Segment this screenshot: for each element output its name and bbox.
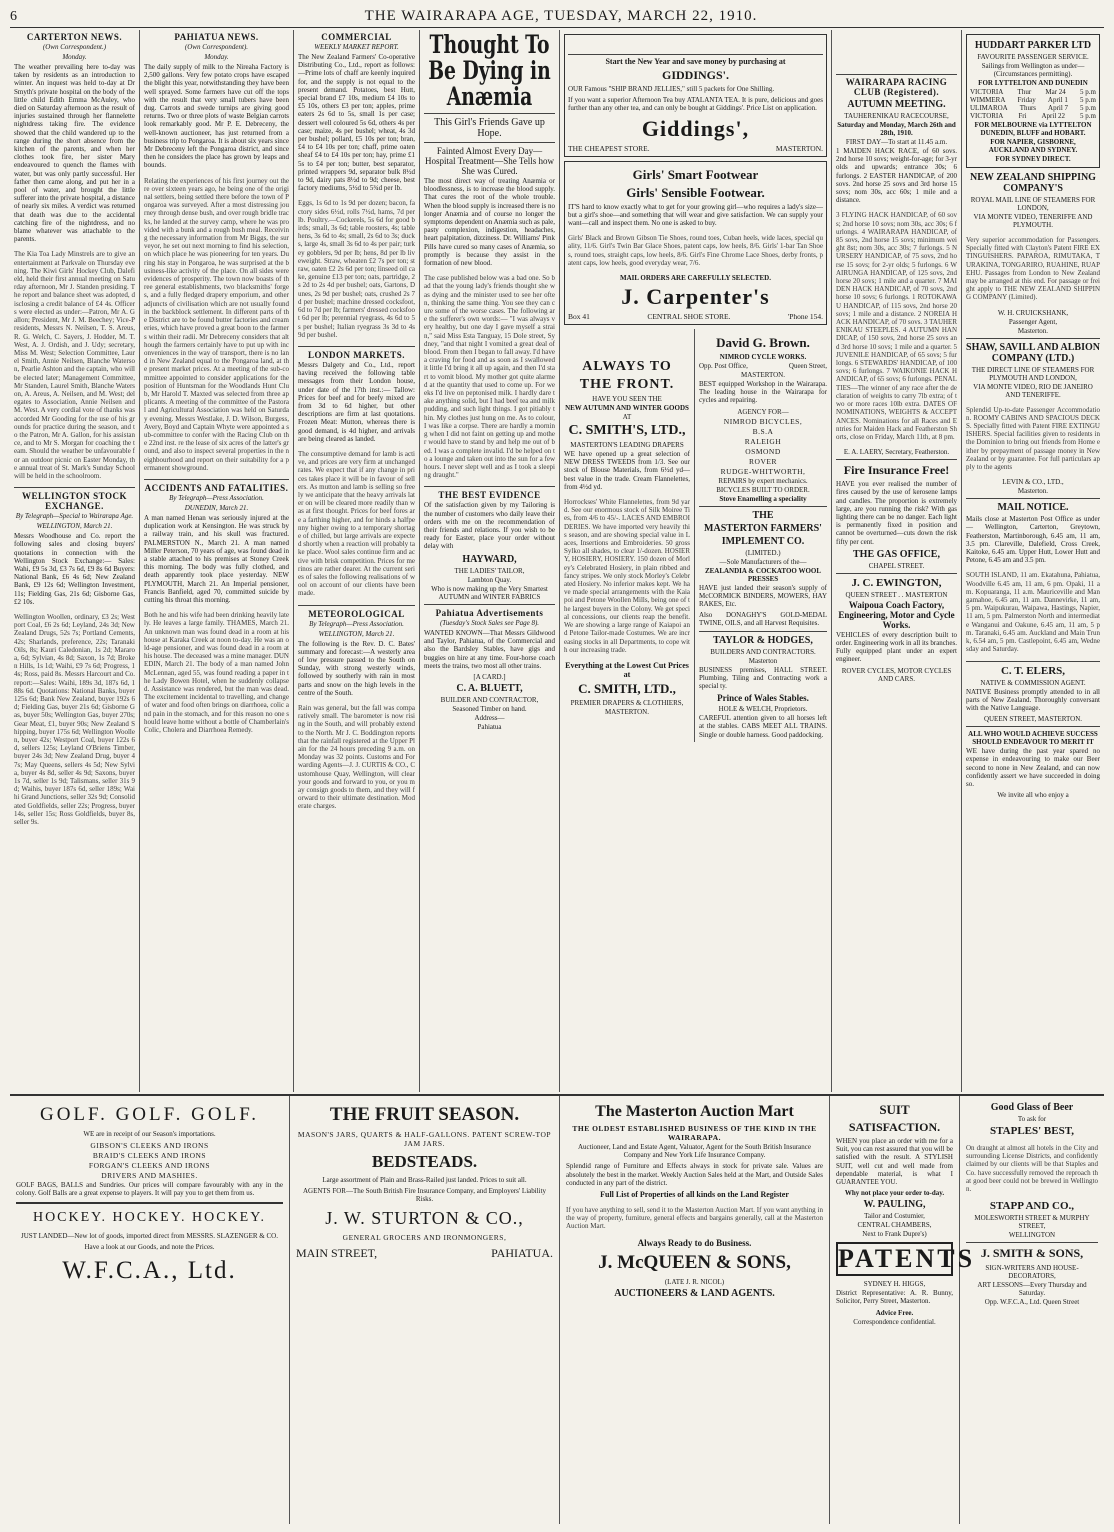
giddings-ad: [564, 34, 827, 157]
mail-body-cont: SOUTH ISLAND, 11 am. Ekatahuna, Pahiatua, Woodville 6.45 am, 11 am, 6 pm. Opaki, 11 am. Kopuaranga, 11 a.m. Mauriceville and Mangamahoe, 6.45 am, 11 am. Dannevirke, 11 am, 5 pm. Waipukurau, Waipawa, Hastings, Napier, 11 am, 5 pm. Palmerston North and intermediate Wanganui and Oakune, 6.45 am, 11 am, 5 pm. Taranaki, 6.45 am. Auckland and Main Trunk, 6.54 am, 5 pm. Castlepoint, 6.45 am, Wednesday and Saturday.: [966, 571, 1100, 654]
ewington-works: Waipoua Coach Factory, Engineering, Motor and Cycle Works.: [838, 599, 955, 630]
sailing-time: 5 p.m: [1080, 96, 1096, 104]
carpenter-mail: MAIL ORDERS ARE CAREFULLY SELECTED.: [620, 274, 771, 283]
brown-cycle-3: RALEIGH: [744, 436, 782, 446]
smith-tag: MASTERTON'S LEADING DRAPERS: [570, 441, 684, 450]
wfca-ad: [10, 1096, 290, 1524]
pahiatua-ads-body: WANTED KNOWN—That Messrs Gildwood and Taylor, Pahiatua, of the Commercial and also the Bardsley Stables, have gigs and buggies on hire at any time. Four-horse coach meets the trains, two most all other trains.: [424, 628, 555, 670]
elers-sub: NATIVE & COMMISSION AGENT.: [980, 678, 1086, 687]
smith-ad: [564, 329, 695, 742]
golf-bags: GOLF BAGS, BALLS and Sundries. Our prices will compare favourably with any in the colony. Golf Balls are a great expense to players. It will pay you to get them from us.: [16, 1181, 283, 1198]
page-number: 6: [10, 9, 18, 24]
sailing-time: 5 p.m: [1080, 104, 1096, 112]
brown-cycle-4: OSMOND: [745, 446, 781, 456]
ewington-name: J. C. EWINGTON,: [851, 576, 942, 589]
nzsc-via: VIA MONTE VIDEO, TENERIFFE AND PLYMOUTH.: [973, 213, 1093, 229]
giddings-tea: If you want a superior Afternoon Tea buy ATALANTA TEA. It is pure, delicious and goes further than any other tea, and can only be bought at Giddings'. Price List on application.: [568, 96, 823, 113]
farmers-heading-1: THE: [752, 509, 774, 521]
brown-stove: Stove Enamelling a speciality: [719, 494, 807, 503]
front-line-2: THE FRONT.: [579, 377, 675, 393]
smith-name: C. SMITH'S, LTD.,: [568, 423, 686, 439]
hole-welch: HOLE & WELCH, Proprietors.: [718, 705, 808, 714]
anaemia-deck: Fainted Almost Every Day—Hospital Treatment—She Tells how She was Cured.: [425, 146, 554, 176]
brown-built: BICYCLES BUILT TO ORDER.: [716, 485, 810, 494]
gas-office: THE GAS OFFICE,: [853, 548, 940, 560]
sailing-day: Thurs: [1019, 104, 1037, 112]
mcqueen-tag: AUCTIONEERS & LAND AGENTS.: [614, 1287, 775, 1299]
sailing-ship: VICTORIA: [970, 112, 1004, 120]
golf-item-1: GIBSON'S CLEEKS AND IRONS: [90, 1141, 209, 1151]
sailing-time: 5 p.m: [1080, 88, 1096, 96]
pauling-role: Tailor and Costumier,: [864, 1212, 925, 1221]
bluett-role: BUILDER AND CONTRACTOR,: [440, 695, 539, 704]
stock-body-cont: Wellington Woollen, ordinary, £3 2s; Westport Coal, £6 2s 6d; Leyland, 24s 3d; New Zealand Drugs, 52s 7s; Portland Cements, 42s; Sharlands, preference, 22s; Taranaki Oils, 8s; Kauri Caledonian, 1s 2d; Mararoa, 6d; Sylvian, 4s 8d; Saxon, 1s 7d; Broken Hills, 1s 1d; Waihi, £9 7s 6d; Progress, 14s; Ross, paid 8s. Messrs Harcourt and Co. report:—Sales: Waihi, 189s 3d, 187s 6d, 188s 6d. Quotations: National Banks, buyer 125s 6d; Bank New Zealand, buyer 192s 6d; Fielding Gas, buyer 21s 6d; Gisborne Gas, buyer 50s; Wellington Gas, buyer 270s; Gear Meat, £1, buyer 90s; New Zealand Shipping, buyer 175s 6d; Wellington Woollen, buyer 42s; Westport Coal, buyer 122s 6d, sellers 125s; Leyland O'Briens Timber, buyer 24s 3d; New Zealand Drug, buyer 47s; May Queens, sellers 4s 5d; New Sylvia, buyer 4s 8d, seller 4s 9d; Saxons, buyer 1s 7d, seller 1s 9d; Talismans, seller 31s 9d; Waihis, buyer 187s 6d, seller 189s; Waihi Grand Junctions, seller 32s 9d; Consolidated Goldfields, seller 22s; Progress, buyer 14s, seller 15s; Ross Goldfields, buyer 8s, seller 9s.: [14, 612, 135, 827]
giddings-name-2: Giddings',: [641, 115, 750, 141]
accidents-byline: By Telegraph—Press Association.: [169, 493, 264, 502]
brown-cycle-2: B.S.A: [752, 426, 774, 436]
stock-byline: By Telegraph—Special to Wairarapa Age.: [15, 512, 134, 521]
hockey-landed: JUST LANDED—New lot of goods, imported direct from MESSRS. SLAZENGER & CO.: [21, 1231, 278, 1240]
giddings-town: MASTERTON.: [775, 143, 823, 153]
stock-heading: WELLINGTON STOCK EXCHANGE.: [22, 491, 127, 512]
sturton-tag: GENERAL GROCERS AND IRONMONGERS,: [342, 1232, 507, 1242]
carpenter-body: IT'S hard to know exactly what to get for your growing girl—who requires a lady's size—but a girl's shoe—and something that will wear and give satisfaction. We can supply your want—call and inspect them. No one is asked to buy.: [568, 202, 823, 228]
racing-meeting: AUTUMN MEETING.: [847, 99, 946, 110]
farmers-heading-2: MASTERTON FARMERS': [704, 522, 822, 534]
nzsc-agent-town: Masterton.: [1017, 326, 1049, 335]
column-5: [560, 30, 832, 1092]
pauling-why: Why not place your order to-day.: [844, 1189, 945, 1198]
hockey-look: Have a look at our Goods, and note the Prices.: [84, 1242, 215, 1251]
pauling-place: CENTRAL CHAMBERS,: [857, 1221, 932, 1230]
sailing-row: [970, 104, 1096, 112]
right-ad-stack: [699, 329, 827, 742]
taylor-town: Masterton: [748, 656, 778, 665]
satisfaction-heading: SATISFACTION.: [848, 1120, 941, 1134]
auction-full: Full List of Properties of all kinds on the Land Register: [600, 1190, 789, 1200]
front-at: AT: [622, 413, 632, 422]
brown-name: David G. Brown.: [716, 335, 810, 351]
auction-body: Splendid range of Furniture and Effects always in stock for private sale. Values are absolutely the best in the market. Weekly Auction Sales held at the Mart, and Outside Sales conducted in any part of the district.: [566, 1162, 823, 1187]
pahiatua-body: The daily supply of milk to the Nireaha Factory is 2,500 gallons. Very few potato crops have escaped the blight this year, notwithstanding they have been well sprayed. Some farmers have cut off the tops with the result that very small tubers have been dug. Carrots and swede turnips are giving good returns. Two or three plots of waste Belgian carrots look remarkably good. Mr P. E. Debreceny, the well-known auctioneer, has just returned from a business trip to Pongaroa. It is about six years since Mr Debreceny left the Pongaroa district, and since then he considers the place has grown by leaps and bounds.: [144, 63, 289, 170]
hockey-heading: HOCKEY. HOCKEY. HOCKEY.: [32, 1209, 267, 1225]
brown-agency: AGENCY FOR—: [737, 407, 789, 416]
auction-roles: Auctioneer, Land and Estate Agent, Valuator, Agent for the South British Insurance Company and New York Life Insurance Company.: [578, 1143, 811, 1160]
anaemia-body: The most direct way of treating Anæmia or bloodlessness, is to increase the blood supply. That cures the root of the whole trouble. When the blood supply is increased there is no longer Anæmia and of course no longer the symptoms dependent on Anæmia such as pale, pasty complexion, indigestion, headaches, heart palpitation, dizziness. Dr. Williams' Pink Pills have cured so many cases of Anæmia, so promptly is because they assist in the formation of new blood.: [424, 177, 555, 268]
anaemia-body-cont: The case published below was a bad one. So bad that the young lady's friends thought she was dying and the minister used to see her often, thinking the same thing. You see they can cure some of the worse cases. The following are the sufferer's own words:— "I was always very healthy, but one day I gave myself a strain," said Miss Esta Tanguay, 15 Dole street, Sydney, "and that night I vomited a great deal of blood. From then I began to fall away. I'd have a craving for food and as soon as I swallowed it little I'd bring it all up again, and then I'd start to vomit blood. My mother got quite alarmed at the quantity that used to come up. For weeks I'd live on peptonised milk. I hardly dare take anything solid, but I had beef tea and milk pudding, and such light things. I got pitiably thin. My clothes just hung on me. As to colour, I was like a corpse. There are hardly a morning when I did not faint on getting up and mother would have to stand by and help me out of bed. I was a complete invalid. I'd be helped on to a lounge and taken out into the sun for a few hours. I never slept well and as I took a sleeping draught.": [424, 274, 555, 480]
racing-body-cont: 3 FLYING HACK HANDICAP, of 60 sovs; 2nd horse 10 sovs; nom 30s, acc 30s; 6 furlongs. 4 WAIRARAPA HANDICAP, of 85 sovs, 2nd horse 15 sovs; minimum weight 8st; nom 30s, acc 30s; 7 furlongs. 5 NURSERY HANDICAP, of 75 sovs, 2nd horse 15 sovs; for 2-yr olds; 5 furlongs. 6 WAIRUNGA HANDICAP, of 125 sovs, 2nd horse 20 sovs; 1 mile and a quarter. 7 MAIDEN HACK HANDICAP, of 70 sovs, 2nd horse 10 sovs; 6 furlongs. 1 ROTOKAWAU HANDICAP, of 115 sovs, 2nd horse 20 sovs; 1 mile and a distance. 2 NOREIA HACK HANDICAP, of 70 sovs. 3 TAUHERENIKAU STEEPLES. 4 AUTUMN HANDICAP, of 150 sovs, 2nd horse 25 sovs and 3rd horse 10 sovs; 1 mile and a quarter. 5 JUVENILE HANDICAP, of 65 sovs; 5 furlongs. 6 STEWARDS' HANDICAP, of 100 sovs; 6 furlongs. 7 WAIKONIE HACK HANDICAP, of 65 sovs; 6 furlongs. PENALTIES—The winner of any race after the declaration of weights to carry 7lb extra; of two or more races 10lb extra. DATES OF NOMINATIONS, WEIGHTS & ACCEPTANCES. Nominations for all Races and Entries for Maiden Hack and Featherston Shorts, close on Friday, March 11th, at 8 pm.: [836, 211, 957, 441]
sailing-day: Thur: [1017, 88, 1032, 96]
column-2: [140, 30, 294, 1092]
golf-item-4: DRIVERS AND MASHIES.: [101, 1171, 198, 1181]
sturton-name: J. W. STURTON & CO.,: [325, 1207, 524, 1228]
smith-town: MASTERTON.: [605, 707, 649, 716]
huddart-route-2: FOR MELBOURNE via LYTTELTON DUNEDIN, BLUFF and HOBART.: [974, 121, 1092, 137]
sailing-ship: WIMMERA: [970, 96, 1006, 104]
column-7: [962, 30, 1104, 1092]
shaw-sub: THE DIRECT LINE OF STEAMERS FOR PLYMOUTH AND LONDON,: [971, 365, 1095, 382]
bluett-address: Address—: [474, 713, 505, 722]
pauling-ad: [830, 1096, 976, 1524]
column-1: [10, 30, 140, 1092]
pahiatua-day: Monday.: [204, 53, 229, 61]
stapp-name: STAPP AND CO.,: [989, 1200, 1075, 1213]
shaw-agent-town: Masterton.: [1017, 487, 1049, 496]
smith-body-cont: Horrockses' White Flannelettes, from 9d yard. See our enormous stock of Silk Moiree Ties, from 4/6 to 45/-. LACES AND EMBROIDERIES. We have imported very heavily this season, and are showing special value in Laces, Insertions and Embroideries. 50 gross Sylko all shades, to clear 1/-dozen. HOSIERY, HOSIERY, HOSIERY. 150 dozen of Morley's Celebrated Hosiery, in plain ribbed and fancy stripes. We only stock Morley's Celebrated Hosiery. No inferior makes kept. We have made special arrangements with the Kaiapoi and Petone Woollen Mills, being one of the largest buyers in the Colony. We get special concessions, our clients reap the benefit. We are showing a large range of Kaiapoi and Petone Tailor-made Costumes. We are increasing stocks in all Departments, to cope with our increasing trade.: [564, 498, 690, 654]
auction-body-cont: If you have anything to sell, send it to the Masterton Auction Mart. If you want anything in the way of property, furniture, general effects and bargains generally, call at the Masterton Auction Mart.: [566, 1206, 823, 1231]
evidence-heading: THE BEST EVIDENCE: [438, 490, 541, 501]
fruit-heading: THE FRUIT SEASON.: [329, 1104, 520, 1125]
london-body: Messrs Dalgety and Co., Ltd., report having received the following table messages from their London house, under date of the 17th inst.:— Tallow: Prices for beef and for beefy mixed are from 3d to 6d higher, but other descriptions are firm at last quotations. Frozen Meat: Mutton, whereas there is good demand, is 4d higher, and arrivals are being cleared as landed.: [298, 360, 415, 443]
fire-body: HAVE you ever realised the number of fires caused by the use of kerosene lamps and candles. The proportion is extremely large, are you running the risk? With gas lighting there can be no danger. Each light is permanently fixed in position and cannot be overturned—cuts down the risk fifty per cent.: [836, 480, 957, 546]
brown-cycle-1: NIMROD BICYCLES,: [723, 416, 803, 426]
brown-cycle-5: ROVER: [749, 456, 777, 466]
commercial-subheading: WEEKLY MARKET REPORT.: [314, 43, 399, 51]
farmers-also: Also DONAGHY'S GOLD-MEDAL TWINE, OILS, and all Harvest Requisites.: [699, 611, 827, 628]
stock-body: Messrs Woodhouse and Co. report the following sales and closing buyers' quotations in connection with the Wellington Stock Exchange:— Sales: Wahi, £9 5s 3d, £3 7s 6d, £9 8s 6d Buyers: National Bank, £6 4s 6d; New Zealand Bank, £9 12s 6d; Wellington Investment, 11s; Fielding Gas, 21s 6d; Gisborne Gas, £2 10s.: [14, 532, 135, 606]
jsmith-name: J. SMITH & SONS,: [980, 1246, 1084, 1261]
giddings-offer: OUR Famous "SHIP BRAND JELLIES," still 5 packets for One Shilling.: [568, 85, 775, 93]
stapp-smith-ad: [960, 1096, 1104, 1524]
bluett-name: C. A. BLUETT,: [456, 682, 523, 694]
sailing-day: Friday: [1017, 96, 1036, 104]
fruit-jars: MASON'S JARS, QUARTS & HALF-GALLONS. PATENT SCREW-TOP JAM JARS.: [297, 1130, 552, 1148]
page-title: THE WAIRARAPA AGE, TUESDAY, MARCH 22, 1910.: [364, 8, 758, 24]
giddings-banner: [568, 38, 823, 55]
elers-name: C. T. ELERS,: [1000, 664, 1066, 677]
farmers-heading-3: IMPLEMENT CO.: [721, 535, 805, 547]
sailing-time: 5 p.m: [1080, 112, 1096, 120]
masthead: [10, 8, 1104, 28]
suit-heading: SUIT: [879, 1102, 910, 1117]
sailing-date: April 22: [1041, 112, 1066, 120]
racing-banner: [836, 30, 957, 75]
front-seen: HAVE YOU SEEN THE: [592, 395, 662, 404]
stapp-body-cont: On draught at almost all hotels in the City and surrounding License Districts, and confidently claimed by our clients will be that Staples and Co. have successfully removed the reproach that good beer could not be brewed in Wellington.: [966, 1144, 1098, 1194]
giddings-name-1: GIDDINGS'.: [661, 68, 729, 82]
stapp-address: MOLESWORTH STREET & MURPHY STREET,: [974, 1214, 1090, 1231]
pahiatua-byline: (Own Correspondent).: [184, 43, 249, 51]
nzsc-agent-role: Passenger Agent,: [1008, 317, 1058, 326]
jsmith-tag: SIGN-WRITERS AND HOUSE-DECORATORS,: [985, 1264, 1079, 1281]
nzsc-agent: W. H. CRUICKSHANK,: [997, 308, 1069, 317]
farmers-body: HAVE just landed their season's supply of McCORMICK BINDERS, MOWERS, HAY RAKES, Etc.: [699, 583, 827, 609]
pauling-next: Next to Frank Dupre's): [862, 1230, 927, 1239]
sailing-ship: ULIMAROA: [970, 104, 1008, 112]
carpenter-phone: 'Phone 154.: [787, 312, 823, 322]
stapp-body: WE have during the past year spared no expense in endeavouring to make our Beer second to none in New Zealand, and can now confidently assert we have succeeded in doing so.: [966, 747, 1100, 788]
carpenter-price-list: Girls' Black and Brown Gibson Tie Shoes, round toes, Cuban heels, wide laces, special quality, 11/6. Girl's Twin Bar Glace Shoes, patent caps, low heels, 8/6. Girls' 1-bar Tan Shoes, round toes, straight caps, low heels, 8/6. Girl's Fine Chrome Lace Shoes, derby fronts, patent caps, low heels, good everyday wear, 7/6.: [568, 234, 823, 267]
carpenter-name: J. Carpenter's: [621, 284, 770, 310]
london-body-cont: The consumptive demand for lamb is active, and prices are very firm at unchanged rates. We expect that if any change in prices takes place it will be in favour of sellers. As mutton and lamb is selling so freely we anticipate that the heavy arrivals later on will be cleared more readily than was at first thought. Prices for beef fores are a farthing higher, and for hinds a halfpenny higher owing to a temporary shortage of chilled, but large arrivals are expected shortly when a reaction will probably take place. Wool sales continue firm and active with brisk competition. Prices for merinos are rather dearer. At the current series of sales the following realisations of wool on account of our clients have been made.: [298, 449, 415, 598]
patents-logo: PATENTS: [836, 1242, 953, 1276]
elers-body: NATIVE Business promptly attended to in all parts of New Zealand. Thoroughly conversant with the Native Language.: [966, 687, 1100, 712]
taylor-heading: TAYLOR & HODGES,: [713, 634, 813, 646]
hayward-place: Lambton Quay.: [467, 575, 512, 584]
meteorological-heading: METEOROLOGICAL: [308, 608, 405, 619]
accidents-body: A man named Henan was seriously injured at the duplication work at Kensington. He was struck by a railway train, and his skull was fractured. PALMERSTON N., March 21. A man named Miller Peterson, 70 years of age, was found dead in a stable attached to his premises at Stoney Creek this morning. The body was fully clothed, and death apparently took place yesterday. NEW PLYMOUTH, March 21. An Imperial pensioner, Francis Banfield, aged 70, committed suicide by cutting his throat this morning.: [144, 513, 289, 604]
auction-ready: Always Ready to do Business.: [637, 1237, 752, 1248]
huddart-route-1: FOR LYTTELTON AND DUNEDIN: [978, 79, 1088, 87]
stapp-heading: ALL WHO WOULD ACHIEVE SUCCESS SHOULD ENDEAVOUR TO MERIT IT: [968, 730, 1098, 747]
fire-heading: Fire Insurance Free!: [843, 463, 950, 478]
smith-name-2: C. SMITH, LTD.,: [578, 680, 676, 696]
bluett-line: Seasoned Timber on hand.: [452, 704, 527, 713]
front-everything: Everything at the Lowest Cut Prices at: [565, 660, 689, 679]
ewington-rover: ROVER CYCLES, MOTOR CYCLES AND CARS.: [841, 666, 952, 683]
carpenter-box: Box 41: [568, 312, 590, 322]
sailing-row: [970, 88, 1096, 96]
meteorological-byline: By Telegraph—Press Association.: [309, 619, 404, 628]
patents-conf: Correspondence confidential.: [853, 1317, 936, 1326]
golf-body: WE are in receipt of our Season's importations.: [83, 1130, 216, 1138]
card-label: [A CARD.]: [473, 672, 506, 681]
wfca-name: W.F.C.A., Ltd.: [62, 1257, 237, 1285]
brown-repairs: REPAIRS by expert mechanics.: [718, 476, 808, 485]
huddart-route-4: FOR SYDNEY DIRECT.: [995, 155, 1071, 163]
meteorological-dateline: WELLINGTON, March 21.: [318, 629, 395, 638]
commercial-body-cont: Eggs, 1s 6d to 1s 9d per dozen; bacon, factory sides 6½d, rolls 7½d, hams, 7d per lb. Poultry.—Cockerels, 5s 6d for good birds; small, 3s 6d; table roosters, 4s; table hens, 3s 6d to 4s; small, 2s 6d to 3s; ducks, large 4s, small 3s 6d to 4s per pair; turkey gobblers, 9d per lb; hens, 8d per lb liveweight. Straw, wheaten £2 7s per ton; straw, oaten £2 2s 6d per ton; linseed oil cake, genuine £13 per ton; oats, partridge, 2s 2d to 2s 4d per bushel; oats, Gartons, Dunes, 2s 9d per bushel; oats, crushed 2s 7d per bushel; machine dressed cocksfoot, 6d to 7d per lb; farmers' dressed cocksfoot 6d per lb; perennial ryegrass, 4s 6d to 5s per bushel; Italian ryegrass 3s 3d to 4s 9d per bushel.: [298, 199, 415, 339]
brown-tag: NIMROD CYCLE WORKS.: [719, 353, 807, 362]
mail-heading: MAIL NOTICE.: [997, 502, 1069, 514]
carpenter-heading-2: Girls' Sensible Footwear.: [626, 184, 765, 200]
sailing-row: [970, 96, 1096, 104]
sailing-day: Fri: [1018, 112, 1027, 120]
patents-badge: SYDNEY H. HIGGS,: [863, 1280, 926, 1289]
smith-body: WE have opened up a great selection of NEW DRESS TWEEDS from 1/3. See our stock of Blouse Materials, from 6½d yd—best value in the trade. Cream Flannelettes, from 4½d yd.: [564, 450, 690, 491]
nzsc-sub: ROYAL MAIL LINE OF STEAMERS FOR LONDON,: [970, 196, 1096, 212]
sturton-town: PAHIATUA.: [491, 1245, 553, 1260]
smith-tag-2: PREMIER DRAPERS & CLOTHIERS,: [570, 698, 684, 707]
huddart-route-3: FOR NAPIER, GISBORNE, AUCKLAND AND SYDNEY.: [988, 138, 1078, 154]
pahiatua-ads-note: (Tuesday's Stock Sales see Page 8).: [439, 618, 540, 627]
accidents-body-cont: Both he and his wife had been drinking heavily lately. He leaves a large family. THAMES, March 21. An unknown man was found dead in a room at his house at Karaka Creek at noon to-day. He was an old-age pensioner, and was found dead in a room at his house. The deceased was a mine manager. DUNEDIN, March 21. The body of a man named John McLennan, aged 55, was found reading a paper in the Lady Bowen Hotel, when he suddenly collapsed. Assistance was rendered, but the man was dead. The excitement incidental to travelling, and change of water and food often brings on diarrhoea, colic and pain in the stomach, and for this reason no one should leave home without a bottle of Chamberlain's Colic, Cholera and Diarrhoea Remedy.: [144, 611, 289, 735]
stock-dateline: WELLINGTON, March 21.: [36, 522, 113, 531]
brown-town: MASTERTON.: [741, 371, 785, 380]
golf-item-3: FORGAN'S CLEEKS AND IRONS: [88, 1161, 211, 1171]
carterton-byline: (Own Correspondent.): [42, 43, 107, 51]
bedsteads-body: Large assortment of Plain and Brass-Railed just landed. Prices to suit all.: [322, 1176, 527, 1184]
bedsteads-heading: BEDSTEADS.: [371, 1152, 478, 1171]
london-heading: LONDON MARKETS.: [307, 349, 405, 360]
carterton-heading: CARTERTON NEWS.: [26, 32, 123, 42]
huddart-sub: FAVOURITE PASSENGER SERVICE.: [977, 53, 1089, 61]
patents-rep: District Representative: A. R. Bunny, Solicitor, Perry Street, Masterton.: [836, 1289, 953, 1306]
mail-body: Mails close at Masterton Post Office as under— Wellington, Carterton, Greytown, Featherston, Martinborough, 6.45 am, 11 am, 3.5 pm. Clareville, Dalefield, Cross Creek, Kaitoke, 6.45 am. Upper Hutt, Lower Hutt and Petone, 6.45 am and 3.5 pm.: [966, 515, 1100, 565]
brown-body: BEST equipped Workshop in the Wairarapa. The leading house in the Wairarapa for cycles and repairing.: [699, 380, 827, 405]
news-columns: [10, 30, 1104, 1092]
brown-addr-1: Opp. Post Office,: [699, 362, 748, 371]
carpenter-store: CENTRAL SHOE STORE.: [647, 312, 731, 322]
hayward-name: HAYWARD,: [462, 553, 517, 565]
sturton-street: MAIN STREET,: [296, 1245, 378, 1260]
gas-street: CHAPEL STREET.: [868, 561, 925, 570]
sailing-row: [970, 112, 1096, 120]
farmers-product: ZEALANDIA & COCKATOO WOOL PRESSES: [704, 566, 822, 583]
carterton-day: Monday.: [62, 53, 87, 61]
huddart-heading: HUDDART PARKER LTD: [974, 40, 1092, 51]
sturton-ad: [290, 1096, 560, 1524]
racing-secretary: E. A. LAERY, Secretary, Featherston.: [843, 448, 950, 457]
giddings-store: THE CHEAPEST STORE.: [568, 143, 650, 153]
stables-body: CAREFUL attention given to all horses left at the stables. CABS MEET ALL TRAINS. Single or double harness. Good paddocking.: [699, 714, 827, 739]
jsmith-address: Opp. W.F.C.A., Ltd. Queen Street: [984, 1298, 1080, 1307]
giddings-strip: Start the New Year and save money by purchasing at: [605, 57, 786, 66]
patents-advice: Advice Free.: [875, 1308, 914, 1317]
racing-body: 1 MAIDEN HACK RACE, of 60 sovs. 2nd horse 10 sovs; weight-for-age; for 3-yr olds and upwards; entrance 30s; 6 furlongs. 2 EASTER HANDICAP, of 200 sovs. 2nd horse 25 sovs and 3rd horse 15 sovs; nom 30s, acc 60s; 1 mile and a distance.: [836, 147, 957, 205]
carpenter-heading-1: Girls' Smart Footwear: [632, 166, 759, 182]
golf-item-2: BRAID'S CLEEKS AND IRONS: [92, 1151, 207, 1161]
racing-heading: WAIRARAPA RACING CLUB (Registered).: [845, 77, 948, 97]
mcqueen-late: (LATE J. R. NICOL): [664, 1277, 725, 1286]
huddart-sailings: Sailings from Wellington as under—(Circumstances permitting).: [981, 62, 1085, 78]
stapp-beer: Good Glass of Beer: [990, 1102, 1074, 1113]
farmers-agents: —Sole Manufacturers of the—: [719, 557, 807, 566]
pauling-body: WHEN you place an order with me for a Suit, you can rest assured that you will be satisfied with the result. A STYLISH SUIT, well cut and well made from dependable material, is what I GUARANTEE YOU.: [836, 1137, 953, 1187]
sailing-date: April 1: [1047, 96, 1068, 104]
pahiatua-ads-heading: Pahiatua Advertisements: [435, 607, 544, 618]
column-6: [832, 30, 962, 1092]
shaw-heading: SHAW, SAVILL AND ALBION COMPANY (LTD.): [966, 341, 1100, 364]
ewington-body: VEHICLES of every description built to order. Engineering work in all its branches. Fully equipped plant under an expert engineer.: [836, 630, 957, 664]
stapp-ask: To ask for: [1017, 1115, 1047, 1123]
auction-heading: The Masterton Auction Mart: [595, 1103, 794, 1120]
brown-addr-2: Queen Street,: [788, 362, 827, 371]
column-4: [420, 30, 560, 1092]
golf-heading: GOLF. GOLF. GOLF.: [39, 1104, 260, 1125]
hayward-tail: Who is now making up the Very Smartest AUTUMN and WINTER FABRICS: [431, 584, 548, 601]
pauling-name: W. PAULING,: [863, 1199, 926, 1211]
jsmith-lessons: ART LESSONS—Every Thursday and Saturday.: [977, 1281, 1087, 1298]
mcqueen-name: J. McQUEEN & SONS,: [598, 1251, 791, 1273]
meteorological-body-cont: Rain was general, but the fall was comparatively small. The barometer is now rising in the South, and will probably extend to the North. Mr J. C. Boddington reports that the rainfall registered at the Upper Plain for the 24 hours preceding 9 a.m. on Monday was 32 points. Customs and Forwarding Agents—J. J. CURTIS & CO., Customhouse Quay, Wellington, will clear your goods and forward to you, or you may consign goods to them, and they will forward to their ultimate destination. Moderate charges.: [298, 704, 415, 811]
shaw-body: Splendid Up-to-date Passenger Accommodation. ROOMY CABINS AND SPACIOUS DECKS. Specially fitted with Patent FIRE EXTINGUISHERS. Special facilities given to residents in the Dominion to bring out friends from Home either by prepayment of passage money in New Zealand or by guarantee. For full particulars apply to the agents: [966, 405, 1100, 472]
front-line-1: ALWAYS TO: [582, 359, 672, 375]
auction-sub: THE OLDEST ESTABLISHED BUSINESS OF THE KIND IN THE WAIRARAPA.: [572, 1124, 817, 1142]
anaemia-subhead: This Girl's Friends Gave up Hope.: [434, 117, 545, 139]
stapp-brand: STAPLES' BEST,: [990, 1125, 1074, 1137]
accidents-dateline: DUNEDIN, March 21.: [184, 503, 249, 512]
pahiatua-heading: PAHIATUA NEWS.: [174, 32, 259, 42]
taylor-body: BUSINESS premises, HALL STREET. Plumbing, Tiling and Contracting work a special ty.: [699, 665, 827, 691]
racing-course: TAUHERENIKAU RACECOURSE,: [844, 112, 949, 120]
anaemia-headline: Thought To Be Dying in Anæmia: [428, 30, 551, 111]
taylor-sub: BUILDERS AND CONTRACTORS.: [710, 647, 816, 656]
sailing-date: Mar 24: [1045, 88, 1066, 96]
stapp-town: WELLINGTON: [1008, 1231, 1056, 1240]
shaw-via: VIA MONTE VIDEO, RIO DE JANEIRO AND TENERIFFE.: [973, 382, 1093, 399]
hayward-role: THE LADIES' TAILOR,: [454, 566, 525, 575]
carterton-body: The weather prevailing here to-day was taken by residents as an introduction to winter. An inquest was held to-day at Dr Smyth's private hospital on the body of the little child Edith Emma McAuley, who died on Saturday afternoon as the result of injuries sustained through her flannelette nightdress taking fire. The evidence showed that the child wandered up to the range during the short absence from the kitchen of the parents, and when her clothes took fire, her sister Mary endeavoured to quench the flames with water, but was only partly successful. Her father then came along, and put her in a pool of water, and brought the little sufferer into the private hospital, a distance of nearly six miles. A verdict was returned that death was due to the accidental catching fire of the nightdress, and no blame whatever was attachable to the parents.: [14, 63, 135, 244]
sailing-ship: VICTORIA: [970, 88, 1004, 96]
accidents-heading: ACCIDENTS AND FATALITIES.: [144, 482, 289, 493]
huddart-ad: [966, 34, 1100, 168]
auction-ad: [560, 1096, 830, 1524]
stables-heading: Prince of Wales Stables.: [717, 693, 809, 704]
evidence-body: Of the satisfaction given by my Tailoring is the number of customers who daily leave their orders with me on the recommendation of their friends and relations. If you wish to be ready for Easter, place your order without delay with: [424, 501, 555, 551]
brown-cycle-6: RUDGE-WHITWORTH,: [720, 466, 806, 476]
bluett-town: Pahiatua: [477, 722, 502, 731]
nzsc-heading: NEW ZEALAND SHIPPING COMPANY'S: [970, 172, 1096, 194]
commercial-body: The New Zealand Farmers' Co-operative Distributing Co., Ltd., report as follows:—Prime lots of chaff are keenly inquired for, and the supply is not equal to the present demand. Potatoes, best Hutt, special brand £7 10s, medium £4 10s to £5 10s, others £3 per ton; apples, prime eaters 2s 6d to 5s, small 1s per case; dessert well coloured 5s 6d, others 4s per case; maize, 4s per bushel; wheat, 4s 3d per bushel; pollard, £5 10s per ton; bran, £4 to £4 10s per ton; chaff, prime oaten sheaf £4 to £4 10s per ton; hay, prime £1 5s to £4 per ton; butter, best separator, printed wrappers 9d, separator bulk 8½d to 9d, dairy pats 8½d to 9d; cheese, best factory mediums, 5½d to 5¾d per lb.: [298, 53, 415, 193]
sturton-agents: AGENTS FOR—The South British Fire Insurance Company, and Employers' Liability Risks.: [302, 1187, 547, 1204]
sailing-date: April 7: [1048, 104, 1069, 112]
pahiatua-body-cont: Relating the experiences of his first journey out there over sixteen years ago, he being one of the original settlers, being settled there before the town of Pongaroa was surveyed. After a most distressing journey through dense bush, and over rough bridle tracks, he landed at the survey camp, where he was provided with a bunk and a rough bush meal. Receiving the necessary information from Mr Biggs, the surveyor, he set out next morning to find his selection, on which place he was pioneering for ten years. During his stay in Pongaroa, he was surprised at the business-like activity of the place. On all sides were evidences of prosperity. The town now boasts of three general establishments, two blacksmiths' forges, and a fully fledged drapery emporium, and other adjuncts of civilisation which are not usually found in the backblock settlement. In different parts of the District are to be found butter factories and creameries, which have proved a great boon to the farmers within their radii. Mr Debreceny considers that although the farmers certainly have to put up with inconveniences in the way of transport, there is no land in New Zealand equal to the Pongaroa land, at the present market prices. At a meeting of the sub-committee appointed to consider applications for the position of Huntsman for the Woodlands Hunt Club, Mr Harold T. Maxted was selected from three applicants. A meeting of the committee of the Pastoral and Agricultural Association was held on Saturday evening. Messrs Westlake, J. D. Wilson, Burgess, Avery, Boyd and Captain Whyte were appointed a sub-committee to confer with the Racing Club on the 22nd inst. re the lease of six acres of the latter's ground, and also to inspect several properties in the neighbourhood and report on their suitability for a permanent showground.: [144, 176, 289, 472]
carpenter-ad: [564, 161, 827, 325]
front-goods: NEW AUTUMN AND WINTER GOODS: [565, 404, 689, 413]
nzsc-body: Very superior accommodation for Passengers. Specially fitted with Clayton's Patent FIRE EXTINGUISHERS. PAPAROA, RIMUTAKA, TURAKINA, TONGARIRO, RUAHINE, RUAPEHU. Passages from London to New Zealand may be arranged at this end. For passage or freight apply to THE NEW ZEALAND SHIPPING COMPANY (Limited).: [966, 236, 1100, 302]
meteorological-body: The following is the Rev. D. C. Bates' summary and forecast:—A westerly area of low pressure passed to the South on Sunday, with strong westerly winds, followed by southerly with rain in most parts and snow on the high levels in the centre of the South.: [298, 639, 415, 697]
commercial-heading: COMMERCIAL: [321, 32, 392, 42]
racing-dates: Saturday and Monday, March 26th and 28th, 1910.: [837, 121, 956, 137]
lower-ads: [10, 1094, 1104, 1524]
elers-address: QUEEN STREET, MASTERTON.: [983, 715, 1083, 724]
column-3: [294, 30, 420, 1092]
farmers-limited: (LIMITED.): [745, 548, 781, 557]
stapp-invite: We invite all who enjoy a: [997, 791, 1069, 800]
carterton-body-cont: The Kia Toa Lady Minstrels are to give an entertainment at Parkvale on Thursday evening. The Kiwi Girls' Hockey Club, Dalefield, held their first annual meeting on Saturday afternoon, Mr J. Standen presiding. The report and balance sheet was adopted, disclosing a credit balance of £4 4s. Officers were elected as under:—Patron, Mr A. Gallon; President, Mr J. M. Beechey; Vice-Presidents, Messrs N. Neilsen, T. S. Areus, R. G. Welch, C. Sayers, J. Hodder, M. T. West, A. J. Ordish, and J. Udy; secretary, Miss M. West; Selection Committee, Laurel Smith, Annie Neilsen, Blanche Waterson, Pearlie Ashton and the captain, who will be elected later; Management Committee, Mr Standen, Laurel Smith, Blanche Waterson, A. Areus, A. Neilsen, and M. West; delegates to Association, Annie Neilsen and M. West. A very cordial vote of thanks was accorded Mr Gooding for the use of his grounds for practice during the season, and to the Patron, Mr A. Gallon, for his assistance, and to Mr S. Morgan for coaching the team. Should the weather be unfavourable for an outdoor picnic on Easter Monday, the annual treat of St. Mark's Sunday School will be held in the schoolroom.: [14, 250, 135, 480]
racing-first-day: FIRST DAY—To start at 11.45 a.m.: [845, 138, 948, 146]
ewington-address: QUEEN STREET . . MASTERTON: [845, 590, 948, 599]
shaw-agent: LEVIN & CO., LTD.,: [1002, 478, 1064, 487]
